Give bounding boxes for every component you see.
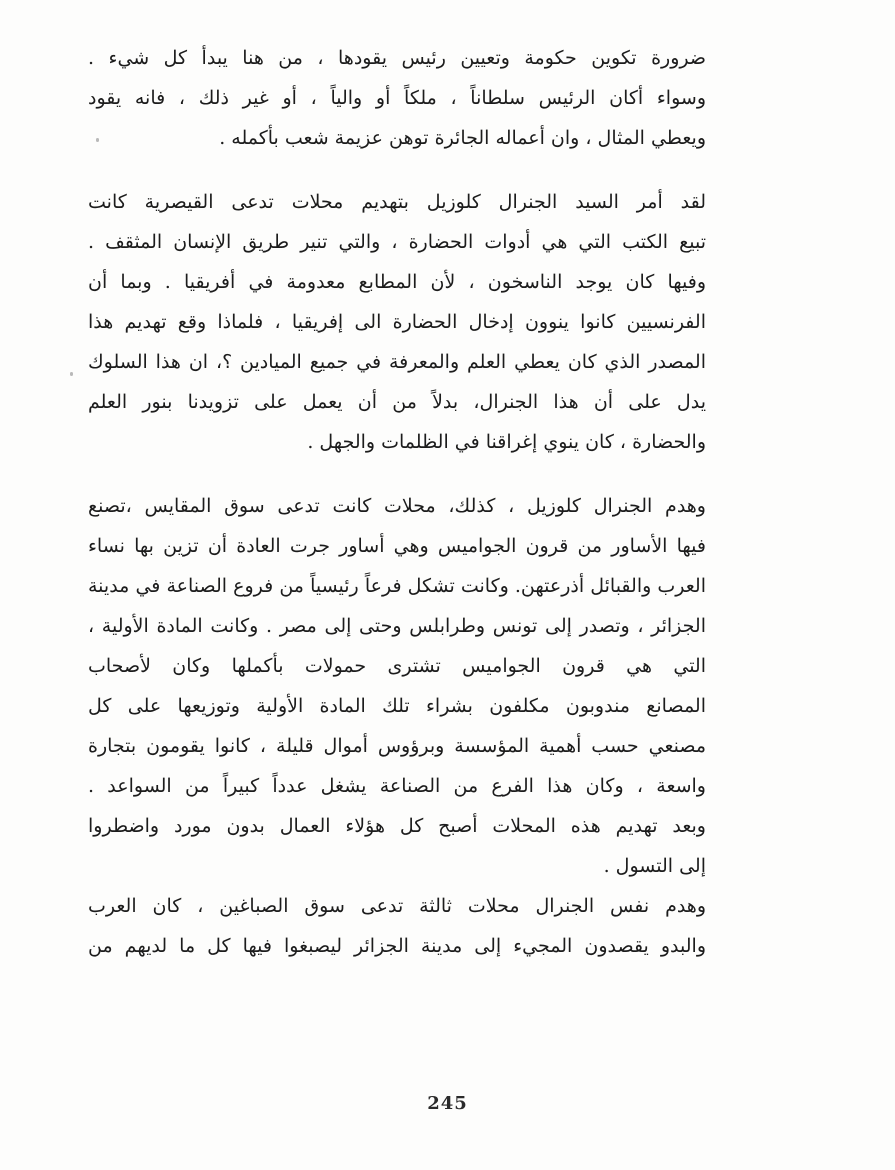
text-line: الفرنسيين كانوا ينوون إدخال الحضارة الى إفريقيا ، فلماذا وقع تهديم هذا xyxy=(88,311,706,333)
text-line: التي هي قرون الجواميس تشترى حمولات بأكملها وكان لأصحاب xyxy=(88,655,706,677)
text-line: مصنعي حسب أهمية المؤسسة وبرؤوس أموال قليلة ، كانوا يقومون بتجارة xyxy=(88,735,706,757)
scan-speck xyxy=(96,138,99,142)
scan-speck xyxy=(70,372,73,376)
paragraph-4 xyxy=(88,886,706,966)
text-line: يدل على أن هذا الجنرال، بدلاً من أن يعمل على تزويدنا بنور العلم xyxy=(88,391,706,413)
text-line: لقد أمر السيد الجنرال كلوزيل بتهديم محلات تدعى القيصرية كانت xyxy=(88,191,706,213)
text-line: المصدر الذي كان يعطي العلم والمعرفة في جميع الميادين ؟، ان هذا السلوك xyxy=(88,351,706,373)
text-line: المصانع مندوبون مكلفون بشراء تلك المادة الأولية وتوزيعها على كل xyxy=(88,695,706,717)
text-line: وسواء أكان الرئيس سلطاناً ، ملكاً أو والياً ، أو غير ذلك ، فانه يقود xyxy=(88,87,706,109)
text-line: وفيها كان يوجد الناسخون ، لأن المطابع معدومة في أفريقيا . وبما أن xyxy=(88,271,706,293)
text-line: العرب والقبائل أذرعتهن. وكانت تشكل فرعاً رئيسياً من فروع الصناعة في مدينة xyxy=(88,575,706,597)
text-line: وبعد تهديم هذه المحلات أصبح كل هؤلاء العمال بدون مورد واضطروا xyxy=(88,815,706,837)
text-line: فيها الأساور من قرون الجواميس وهي أساور جرت العادة أن تزين بها نساء xyxy=(88,535,706,557)
paragraph-1 xyxy=(88,38,706,158)
text-line: إلى التسول . xyxy=(603,855,706,877)
text-line: الجزائر ، وتصدر إلى تونس وطرابلس وحتى إلى مصر . وكانت المادة الأولية ، xyxy=(88,615,706,637)
paragraph-3 xyxy=(88,486,706,886)
text-line: ويعطي المثال ، وان أعماله الجائرة توهن عزيمة شعب بأكمله . xyxy=(219,127,706,149)
text-line: تبيع الكتب التي هي أدوات الحضارة ، والتي تنير طريق الإنسان المثقف . xyxy=(88,231,706,253)
text-line: والبدو يقصدون المجيء إلى مدينة الجزائر ليصبغوا فيها كل ما لديهم من xyxy=(88,935,706,957)
text-line: والحضارة ، كان ينوي إغراقنا في الظلمات والجهل . xyxy=(307,431,706,453)
text-line: وهدم نفس الجنرال محلات ثالثة تدعى سوق الصباغين ، كان العرب xyxy=(88,895,706,917)
text-line: ضرورة تكوين حكومة وتعيين رئيس يقودها ، من هنا يبدأ كل شيء . xyxy=(88,47,706,69)
text-line: وهدم الجنرال كلوزيل ، كذلك، محلات كانت تدعى سوق المقايس ،تصنع xyxy=(88,495,706,517)
text-line: واسعة ، وكان هذا الفرع من الصناعة يشغل عدداً كبيراً من السواعد . xyxy=(88,775,706,797)
page-number: 245 xyxy=(427,1093,468,1114)
paragraph-2 xyxy=(88,182,706,462)
